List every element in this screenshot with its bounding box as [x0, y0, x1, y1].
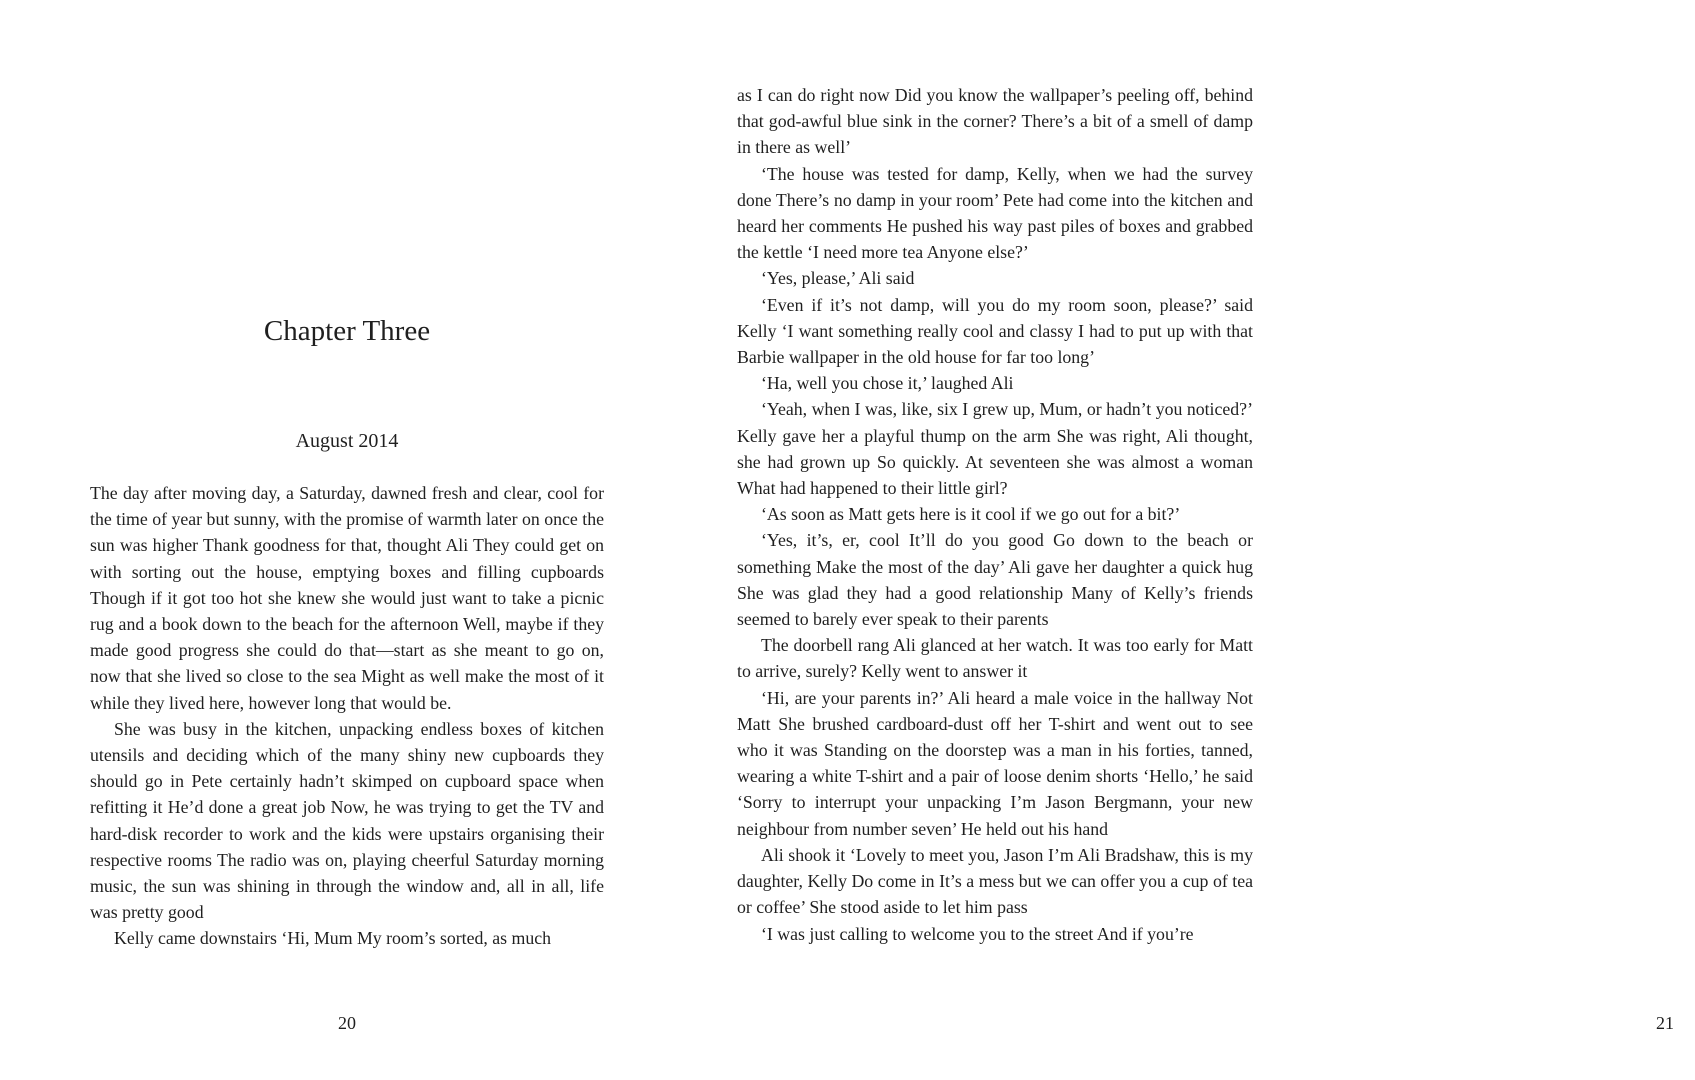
paragraph: ‘Even if it’s not damp, will you do my room soon, please?’ said Kelly ‘I want something really cool and classy I had to put up with that Barbie wallpaper in the old house for far too long’: [737, 294, 1253, 368]
paragraph: ‘Yes, it’s, er, cool It’ll do you good Go down to the beach or something Make the most of the day’ Ali gave her daughter a quick hug She was glad they had a good relationship Many of Kelly’s friends seemed to barely ever speak to their parents: [737, 530, 1253, 630]
left-page-body: [90, 480, 604, 952]
paragraph: ‘I was just calling to welcome you to the street And if you’re: [761, 923, 1194, 944]
chapter-date: August 2014: [295, 430, 399, 452]
paragraph: ‘Yes, please,’ Ali said: [761, 268, 915, 289]
paragraph: ‘Hi, are your parents in?’ Ali heard a male voice in the hallway Not Matt She brushed cardboard-dust off her T-shirt and went out to see who it was Standing on the doorstep was a man in his forties, tanned, wearing a white T-shirt and a pair of loose denim shorts ‘Hello,’ he said ‘Sorry to interrupt your unpacking I’m Jason Bergmann, your new neighbour from number seven’ He held out his hand: [737, 687, 1253, 839]
page-number-right: 21: [1656, 1013, 1674, 1033]
right-page: [674, 0, 1674, 1080]
paragraph: ‘As soon as Matt gets here is it cool if we go out for a bit?’: [761, 504, 1181, 525]
page-number-left: 20: [338, 1013, 356, 1033]
left-page: [0, 0, 674, 1080]
right-page-body: [737, 82, 1253, 947]
paragraph: The day after moving day, a Saturday, dawned fresh and clear, cool for the time of year but sunny, with the promise of warmth later on once the sun was higher Thank goodness for that, thought Ali They could get on with sorting out the house, emptying boxes and filling cupboards Though if it got too hot she knew she would just want to take a picnic rug and a book down to the beach for the afternoon Well, maybe if they made good progress she could do that—start as she meant to go on, now that she lived so close to the sea Might as well make the most of it while they lived here, however long that would be.: [90, 483, 604, 713]
chapter-title: Chapter Three: [263, 315, 431, 347]
paragraph: ‘Ha, well you chose it,’ laughed Ali: [761, 373, 1014, 394]
paragraph: Kelly came downstairs ‘Hi, Mum My room’s sorted, as much: [114, 928, 552, 949]
paragraph: as I can do right now Did you know the wallpaper’s peeling off, behind that god-awful blue sink in the corner? There’s a bit of a smell of damp in there as well’: [737, 85, 1253, 158]
paragraph: ‘Yeah, when I was, like, six I grew up, Mum, or hadn’t you noticed?’ Kelly gave her a playful thump on the arm She was right, Ali thought, she had grown up So quickly. At seventeen she was almost a woman What had happened to their little girl?: [737, 399, 1253, 499]
paragraph: Ali shook it ‘Lovely to meet you, Jason I’m Ali Bradshaw, this is my daughter, Kelly Do come in It’s a mess but we can offer you a cup of tea or coffee’ She stood aside to let him pass: [737, 844, 1253, 918]
paragraph: The doorbell rang Ali glanced at her watch. It was too early for Matt to arrive, surely? Kelly went to answer it: [737, 635, 1253, 682]
paragraph: She was busy in the kitchen, unpacking endless boxes of kitchen utensils and deciding which of the many shiny new cupboards they should go in Pete certainly hadn’t skimped on cupboard space when refitting it He’d done a great job Now, he was trying to get the TV and hard-disk recorder to work and the kids were upstairs organising their respective rooms The radio was on, playing cheerful Saturday morning music, the sun was shining in through the window and, all in all, life was pretty good: [90, 718, 604, 923]
paragraph: ‘The house was tested for damp, Kelly, when we had the survey done There’s no damp in your room’ Pete had come into the kitchen and heard her comments He pushed his way past piles of boxes and grabbed the kettle ‘I need more tea Anyone else?’: [737, 163, 1253, 263]
